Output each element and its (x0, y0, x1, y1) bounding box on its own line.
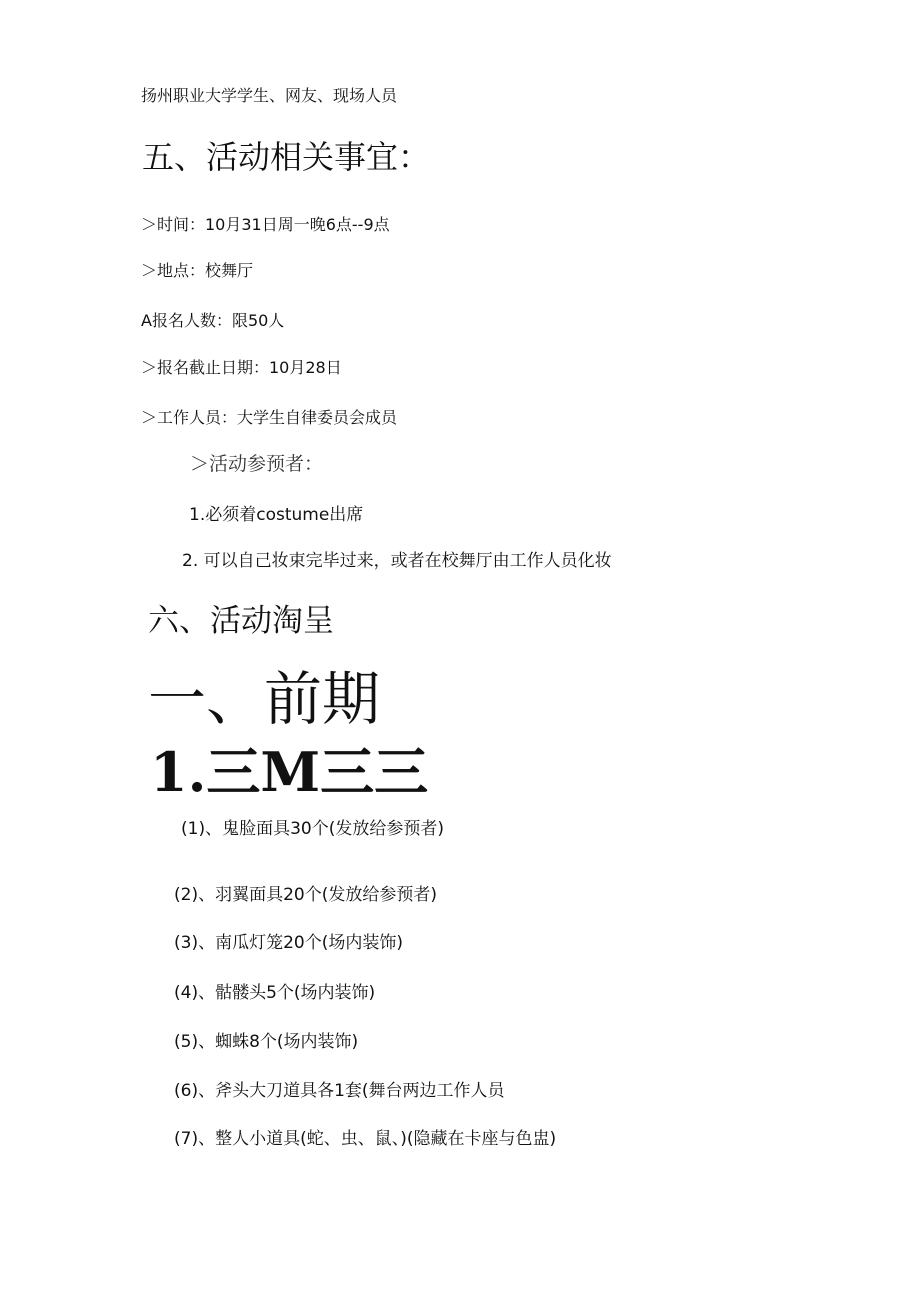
phase-heading: 一、前期 (148, 665, 381, 733)
participant-requirement-2: 2. 可以自己妆束完毕过来，或者在校舞厅由工作人员化妆 (182, 551, 612, 571)
prop-item: (6)、斧头大刀道具各1套(舞台两边工作人员 (174, 1081, 505, 1101)
participant-requirement-1: 1.必须着costume出席 (189, 505, 364, 525)
prop-item: (2)、羽翼面具20个(发放给参预者) (174, 885, 437, 905)
audience-text: 扬州职业大学学生、网友、现场人员 (141, 86, 398, 105)
detail-time: ＞时间：10月31日周一晚6点--9点 (141, 215, 390, 234)
prop-item: (3)、南瓜灯笼20个(场内装饰) (174, 933, 403, 953)
prop-item: (5)、蜘蛛8个(场内装饰) (174, 1032, 359, 1052)
prop-item: (7)、整人小道具(蛇、虫、鼠、)(隐藏在卡座与色盅) (174, 1129, 557, 1149)
prop-item: (4)、骷髅头5个(场内装饰) (174, 983, 376, 1003)
prop-item: (1)、鬼脸面具30个(发放给参预者) (181, 819, 444, 839)
detail-registration-limit: A报名人数：限50人 (141, 311, 285, 330)
participants-heading: ＞活动参预者： (190, 453, 324, 475)
detail-staff: ＞工作人员：大学生自律委员会成员 (141, 408, 398, 427)
section-5-heading: 五、活动相关事宜： (142, 138, 431, 176)
detail-registration-deadline: ＞报名截止日期：10月28日 (141, 358, 342, 377)
section-6-heading: 六、活动淘呈 (148, 603, 334, 639)
detail-place: ＞地点：校舞厅 (141, 261, 254, 280)
item-1-heading: 1.三M三三 (150, 740, 429, 804)
